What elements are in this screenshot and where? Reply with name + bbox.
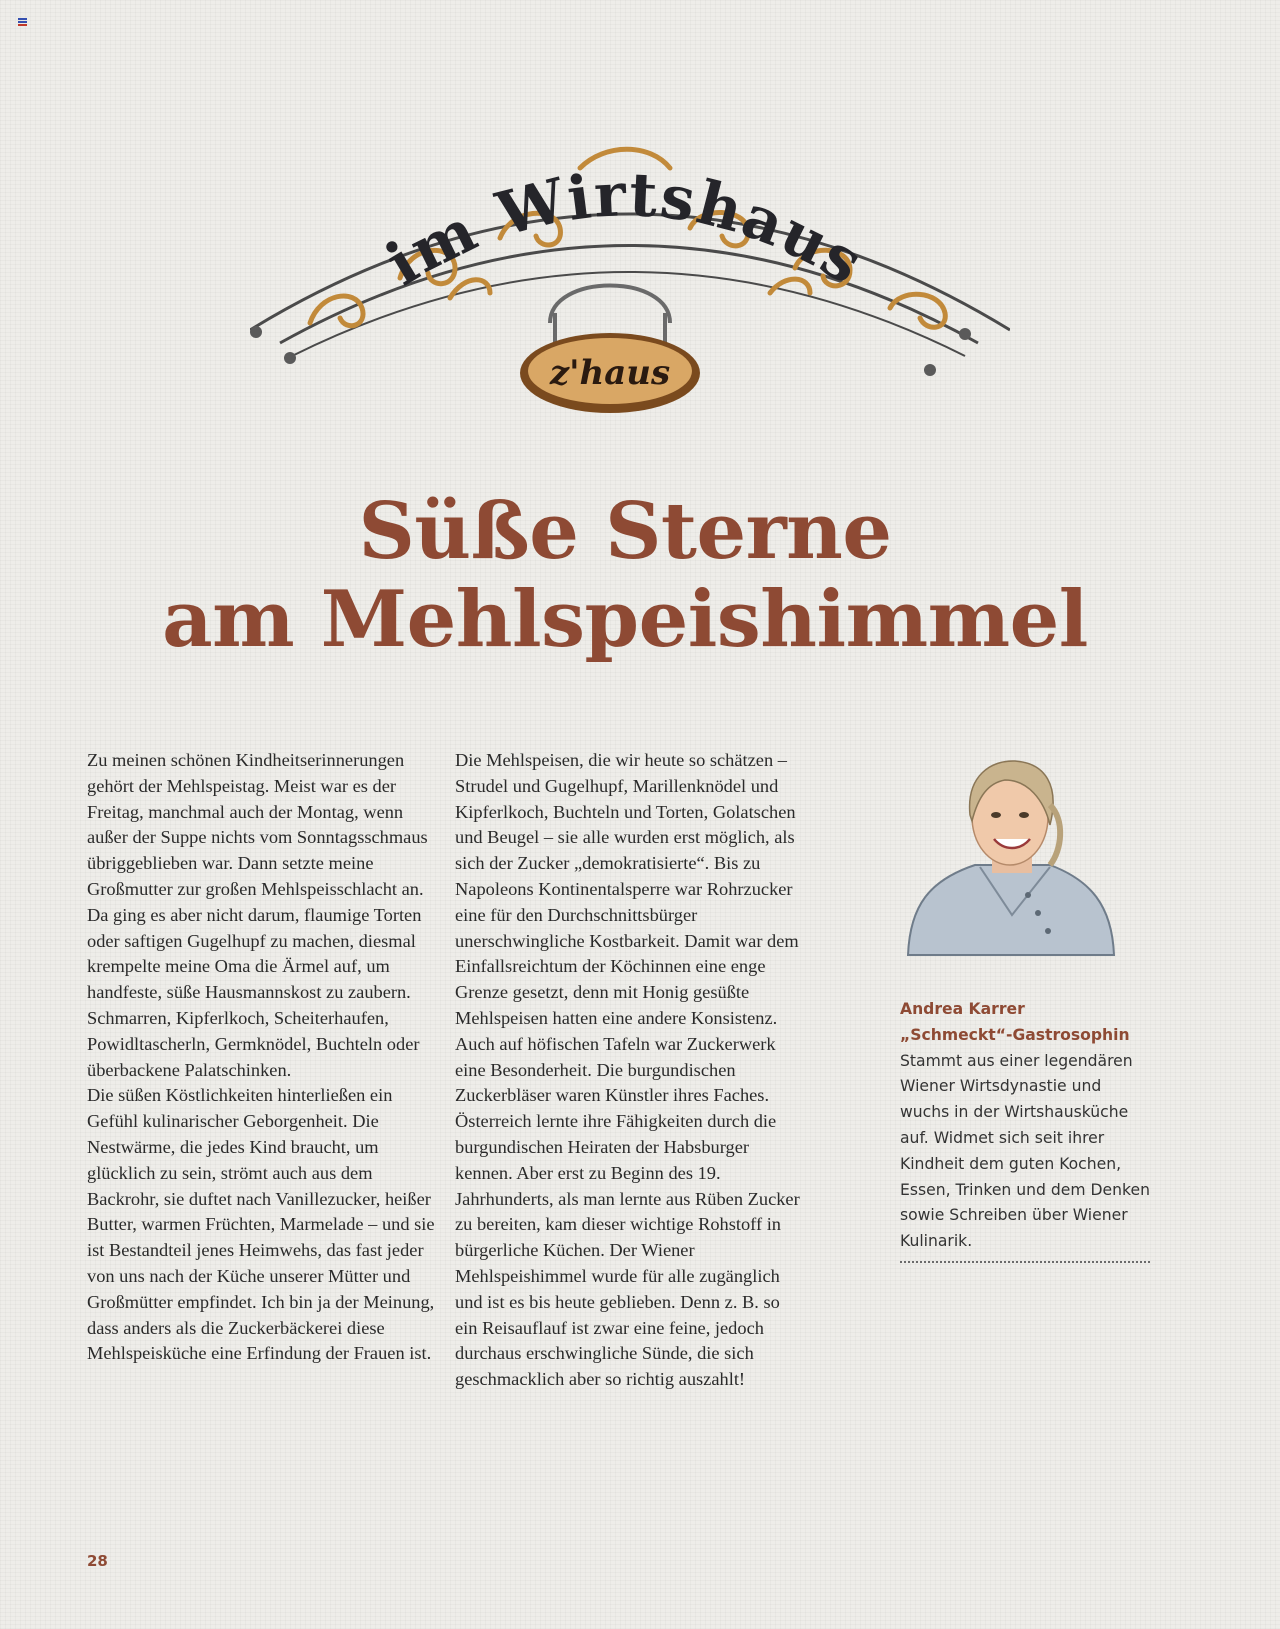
article-column-2	[455, 748, 800, 1393]
wirtshaus-sign-illustration	[250, 108, 1010, 438]
title-line-1: Süße Sterne	[358, 486, 892, 577]
author-bio-text: Stammt aus einer legendären Wiener Wirtsdynastie und wuchs in der Wirtshausküche auf. Widmet sich seit ihrer Kindheit dem guten Kochen, Essen, Trinken und dem Denken sowie Schreiben über Wiener Kulinarik.	[900, 1051, 1150, 1251]
author-portrait-illustration	[900, 755, 1122, 967]
author-bio	[900, 997, 1150, 1263]
article-column-1	[87, 748, 447, 1367]
wood-plaque	[520, 333, 700, 413]
sign-arch-text: im Wirtshaus	[374, 160, 876, 300]
author-role: „Schmeckt“-Gastrosophin	[900, 1025, 1130, 1044]
dotted-divider	[900, 1261, 1150, 1263]
author-name: Andrea Karrer	[900, 1000, 1025, 1018]
paragraph: Zu meinen schönen Kindheitserinnerungen gehört der Mehlspeistag. Meist war es der Freitag, manchmal auch der Montag, wenn außer der Suppe nichts vom Sonntagsschmaus übriggeblieben war. Dann setzte meine Großmutter zur großen Mehlspeisschlacht an. Da ging es aber nicht darum, flaumige Torten oder saftigen Gugelhupf zu machen, diesmal krempelte meine Oma die Ärmel auf, um handfeste, süße Hausmannskost zu zaubern. Schmarren, Kipferlkoch, Scheiterhaufen, Powidltascherln, Germknödel, Buchteln oder überbackene Palatschinken.	[87, 750, 428, 1080]
page-number: 28	[87, 1552, 108, 1570]
title-line-2: am Mehlspeishimmel	[162, 574, 1088, 665]
sign-plaque-text: z'haus	[549, 353, 671, 393]
paragraph: Die süßen Köstlichkeiten hinterließen ein Gefühl kulinarischer Geborgenheit. Die Nestwärme, die jedes Kind braucht, um glücklich zu sein, strömt auch aus dem Backrohr, sie duftet nach Vanillezucker, heißer Butter, warmen Früchten, Marmelade – und sie ist Bestandteil jenes Heimwehs, das fast jeder von uns nach der Küche unserer Mütter und Großmütter empfindet. Ich bin ja der Meinung, dass anders als die Zuckerbäckerei diese Mehlspeisküche eine Erfindung der Frauen ist.	[87, 1085, 435, 1364]
page-title	[0, 488, 1250, 664]
paragraph: Die Mehlspeisen, die wir heute so schätzen – Strudel und Gugelhupf, Marillenknödel und Kipferlkoch, Buchteln und Torten, Golatschen und Beugel – sie alle wurden erst möglich, als sich der Zucker „demokratisierte“. Bis zu Napoleons Kontinentalsperre war Rohrzucker eine für den Durchschnittsbürger unerschwingliche Kostbarkeit. Damit war dem Einfallsreichtum der Köchinnen eine enge Grenze gesetzt, denn mit Honig gesüßte Mehlspeisen hatten eine andere Konsistenz. Auch auf höfischen Tafeln war Zuckerwerk eine Besonderheit. Die burgundischen Zuckerbläser waren Künstler ihres Faches. Österreich lernte ihre Fähigkeiten durch die burgundischen Heiraten der Habsburger kennen. Aber erst zu Beginn des 19. Jahrhunderts, als man lernte aus Rüben Zucker zu bereiten, kam dieser wichtige Rohstoff in bürgerliche Küchen. Der Wiener Mehlspeishimmel wurde für alle zugänglich und ist es bis heute geblieben. Denn z. B. so ein Reisauflauf ist zwar eine feine, jedoch durchaus erschwingliche Sünde, die sich geschmacklich aber so richtig auszahlt!	[455, 750, 800, 1390]
chef-jacket	[908, 865, 1114, 955]
menu-mark-icon	[18, 18, 27, 27]
